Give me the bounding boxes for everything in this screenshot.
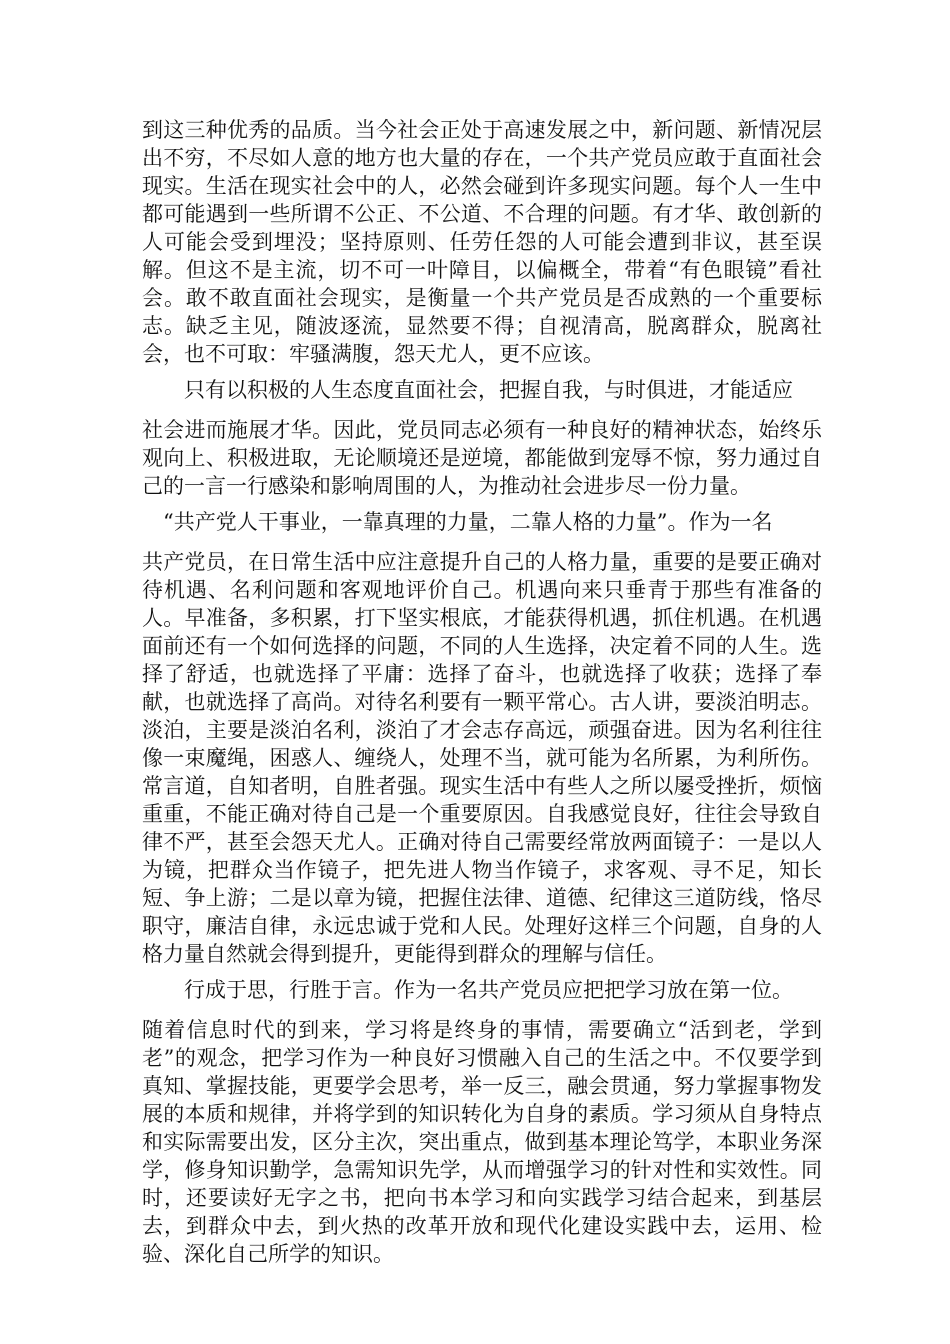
document-body [142,116,822,1268]
paragraph-4-lead: 行成于思，行胜于言。作为一名共产党员应把把学习放在第一位。 [184,978,793,1002]
paragraph-1: 到这三种优秀的品质。当今社会正处于高速发展之中，新问题、新情况层出不穷，不尽如人意的地方也大量的存在，一个共产党员应敢于直面社会现实。生活在现实社会中的人，必然会碰到许多现实问题。每个人一生中都可能遇到一些所谓不公正、不公道、不合理的问题。有才华、敢创新的人可能会受到埋没；坚持原则、任劳任怨的人可能会遭到非议，甚至误解。但这不是主流，切不可一叶障目，以偏概全，带着“有色眼镜”看社会。敢不敢直面社会现实，是衡量一个共产党员是否成熟的一个重要标志。缺乏主见，随波逐流，显然要不得；自视清高，脱离群众，脱离社会，也不可取：牢骚满腹，怨天尤人，更不应该。 [142,118,822,366]
paragraph-3-body: 共产党员，在日常生活中应注意提升自己的人格力量，重要的是要正确对待机遇、名利问题和客观地评价自己。机遇向来只垂青于那些有准备的人。早准备，多积累，打下坚实根底，才能获得机遇，抓住机遇。在机遇面前还有一个如何选择的问题，不同的人生选择，决定着不同的人生。选择了舒适，也就选择了平庸：选择了奋斗，也就选择了收获；选择了奉献，也就选择了高尚。对待名利要有一颗平常心。古人讲，要淡泊明志。淡泊，主要是淡泊名利，淡泊了才会志存高远，顽强奋进。因为名利往往像一束魔绳，困惑人、缠绕人，处理不当，就可能为名所累，为利所伤。常言道，自知者明，自胜者强。现实生活中有些人之所以屡受挫折，烦恼重重，不能正确对待自己是一个重要原因。自我感觉良好，往往会导致自律不严，甚至会怨天尤人。正确对待自己需要经常放两面镜子：一是以人为镜，把群众当作镜子，把先进人物当作镜子，求客观、寻不足，知长短、争上游；二是以章为镜，把握住法律、道德、纪律这三道防线，恪尽职守，廉洁自律，永远忠诚于党和人民。处理好这样三个问题，自身的人格力量自然就会得到提升，更能得到群众的理解与信任。 [142,550,822,966]
paragraph-2-body: 社会进而施展才华。因此，党员同志必须有一种良好的精神状态，始终乐观向上、积极进取，无论顺境还是逆境，都能做到宠辱不惊，努力通过自己的一言一行感染和影响周围的人，为推动社会进步尽一份力量。 [142,418,822,498]
paragraph-4-body: 随着信息时代的到来，学习将是终身的事情，需要确立“活到老，学到老”的观念，把学习作为一种良好习惯融入自己的生活之中。不仅要学到真知、掌握技能，更要学会思考，举一反三，融会贯通，努力掌握事物发展的本质和规律，并将学到的知识转化为自身的素质。学习须从自身特点和实际需要出发，区分主次，突出重点，做到基本理论笃学，本职业务深学，修身知识勤学，急需知识先学，从而增强学习的针对性和实效性。同时，还要读好无字之书，把向书本学习和向实践学习结合起来，到基层去，到群众中去，到火热的改革开放和现代化建设实践中去，运用、检验、深化自己所学的知识。 [142,1018,822,1266]
paragraph-2-lead: 只有以积极的人生态度直面社会，把握自我，与时俱进，才能适应 [184,378,793,402]
paragraph-3-lead: “共产党人干事业，一靠真理的力量，二靠人格的力量”。作为一名 [163,510,773,534]
